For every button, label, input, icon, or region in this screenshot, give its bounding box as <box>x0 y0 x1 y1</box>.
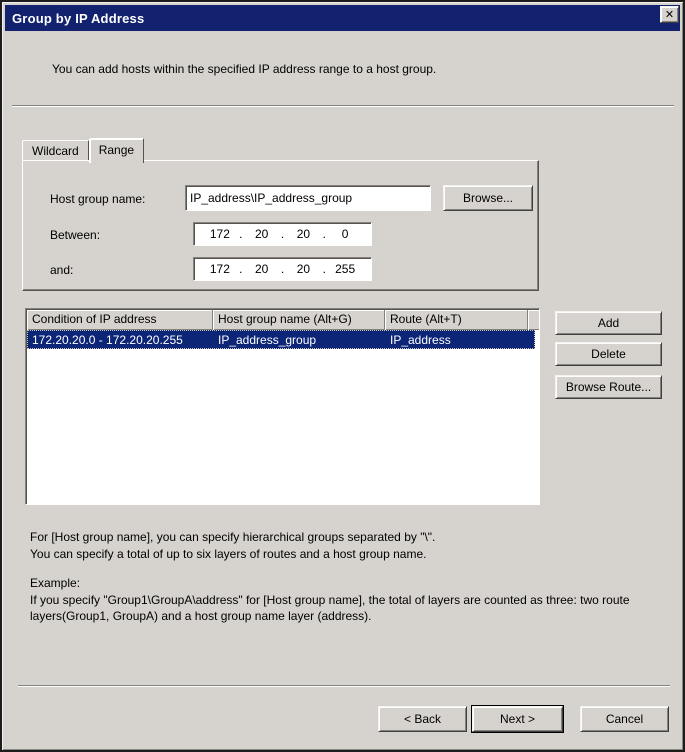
ip-octet[interactable]: 20 <box>254 262 269 276</box>
tab-range[interactable]: Range <box>89 138 144 163</box>
tab-strip <box>22 136 144 161</box>
ip-dot: . <box>239 227 243 241</box>
top-separator <box>12 105 674 107</box>
and-ip-input[interactable] <box>193 257 372 281</box>
ip-octet[interactable]: 20 <box>254 227 269 241</box>
help-line-2: You can specify a total of up to six layers of routes and a host group name. <box>30 547 427 561</box>
list-row-selected[interactable] <box>27 330 535 349</box>
between-label: Between: <box>50 228 101 242</box>
column-header-route[interactable]: Route (Alt+T) <box>385 310 528 330</box>
cell-condition: 172.20.20.0 - 172.20.20.255 <box>32 332 183 347</box>
range-tab-panel <box>22 160 539 291</box>
next-button[interactable]: Next > <box>472 706 563 732</box>
column-header-condition[interactable]: Condition of IP address <box>27 310 213 330</box>
and-label: and: <box>50 263 74 277</box>
ip-dot: . <box>322 227 326 241</box>
add-button[interactable]: Add <box>555 311 662 335</box>
example-text: If you specify "Group1\GroupA\address" for [Host group name], the total of layers are counted as three: two route layers(Group1, GroupA) and a host group name layer (address). <box>30 593 630 623</box>
browse-route-button[interactable]: Browse Route... <box>555 375 662 399</box>
ip-condition-list[interactable] <box>25 308 540 505</box>
help-line-1: For [Host group name], you can specify hierarchical groups separated by "\". <box>30 530 436 544</box>
bottom-separator <box>18 685 670 687</box>
ip-dot: . <box>280 262 285 276</box>
tab-wildcard[interactable]: Wildcard <box>22 140 89 161</box>
delete-button[interactable]: Delete <box>555 342 662 366</box>
list-header <box>27 310 539 330</box>
cell-route: IP_address <box>390 332 451 347</box>
between-ip-input[interactable] <box>193 222 372 246</box>
close-button[interactable] <box>660 6 679 23</box>
window-title: Group by IP Address <box>12 10 145 26</box>
ip-octet[interactable]: 172 <box>209 262 230 276</box>
help-text <box>30 529 680 563</box>
host-group-name-input[interactable] <box>185 185 431 211</box>
titlebar[interactable] <box>5 5 680 31</box>
column-header-filler <box>528 310 539 330</box>
ip-dot: . <box>280 227 285 241</box>
ip-dot: . <box>322 262 326 276</box>
example-label: Example: <box>30 576 81 590</box>
cancel-button[interactable]: Cancel <box>580 706 669 732</box>
ip-octet[interactable]: 0 <box>341 227 349 241</box>
cell-host-group: IP_address_group <box>218 332 317 347</box>
ip-octet[interactable]: 20 <box>296 227 311 241</box>
column-header-host-group[interactable]: Host group name (Alt+G) <box>213 310 385 330</box>
ip-octet[interactable]: 255 <box>335 262 356 276</box>
close-icon: ✕ <box>664 8 675 21</box>
ip-dot: . <box>239 262 243 276</box>
host-group-name-label: Host group name: <box>50 192 146 206</box>
ip-octet[interactable]: 20 <box>296 262 311 276</box>
browse-button[interactable]: Browse... <box>443 185 533 211</box>
intro-text: You can add hosts within the specified IP address range to a host group. <box>52 62 437 76</box>
back-button[interactable]: < Back <box>378 706 467 732</box>
ip-octet[interactable]: 172 <box>209 227 230 241</box>
